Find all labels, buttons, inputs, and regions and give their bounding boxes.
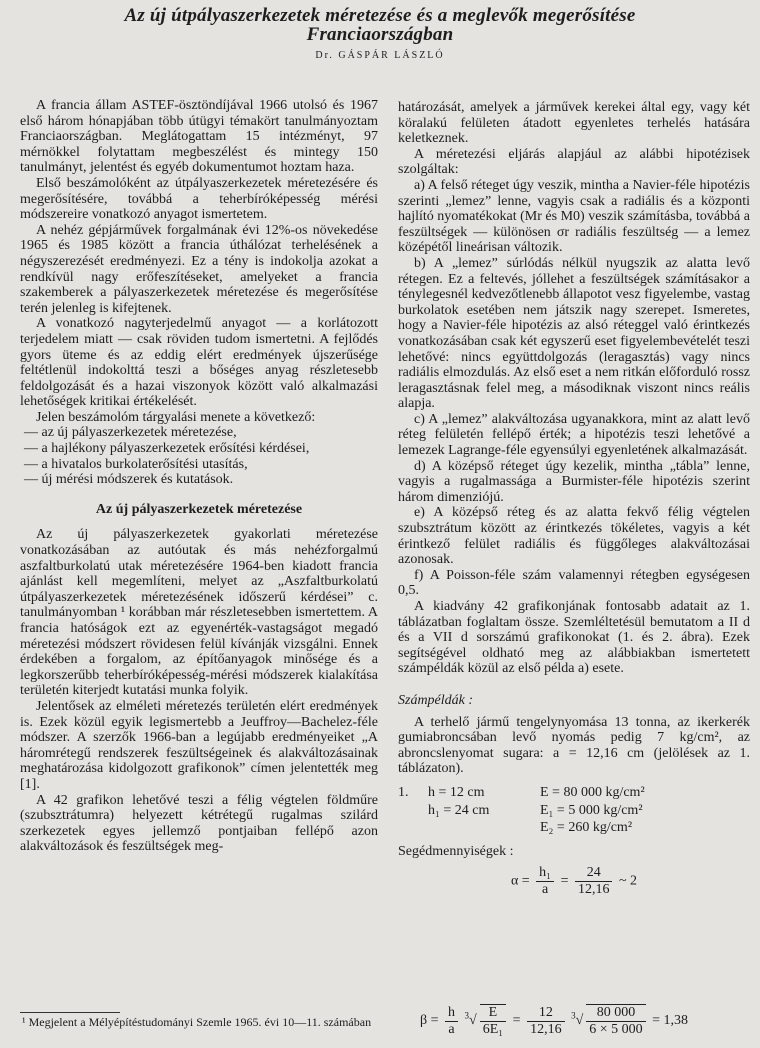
fraction — [527, 1005, 565, 1038]
value-E2: E₂ = 260 kg/cm² — [540, 820, 633, 836]
alpha-result: ~ 2 — [618, 873, 638, 889]
numerator: h₁ — [536, 865, 554, 882]
list-item: — a hajlékony pályaszerkezetek erősítési kérdései, — [24, 441, 310, 457]
given-values — [398, 785, 750, 836]
fraction — [575, 865, 613, 897]
list-item: — a hivatalos burkolaterősítési utasítás, — [24, 456, 248, 472]
example-number: 1. — [398, 784, 409, 800]
alpha-lhs: α = — [510, 873, 530, 889]
beta-lhs: β = — [420, 1013, 439, 1029]
denominator: 12,16 — [577, 881, 610, 897]
fraction — [586, 1004, 645, 1038]
examples-heading: Számpéldák : — [398, 692, 474, 708]
beta-formula — [420, 1004, 750, 1038]
denominator: 6E₁ — [482, 1022, 504, 1037]
numerator: 80 000 — [586, 1005, 645, 1022]
paragraph: Jelen beszámolóm tárgyalási menete a következő: — [36, 409, 316, 425]
hypothesis-d: d) A középső réteget úgy kezelik, mintha „tábla” lenne, vagyis a rugalmassága a Burmister-féle hipotézis szerint három dimenziójú. — [398, 458, 750, 505]
paragraph: A méretezési eljárás alapjául az alábbi hipotézisek szolgáltak: — [398, 146, 750, 178]
paragraph: Jelentősek az elméleti méretezés területén elért eredmények is. Ezek közül egyik legismertebb a Jeuffroy—Bachelez-féle módszer. A szerzők 1966-ban a legújabb eredményeiket „A háromrétegű rendszerek feszültségeinek és alakváltozásainak meghatározása kidolgozott grafikonok” címen jelentették meg [1]. — [20, 698, 378, 792]
footnote: ¹ Megjelent a Mélyépítéstudományi Szemle 1965. évi 10—11. számában — [22, 1015, 372, 1029]
numerator: 24 — [575, 865, 613, 882]
hypothesis-f: f) A Poisson-féle szám valamennyi rétegben egységesen 0,5. — [398, 567, 750, 599]
value-E1: E₁ = 5 000 kg/cm² — [540, 802, 643, 818]
root-sign-icon: √ — [575, 1013, 584, 1029]
fraction — [445, 1005, 458, 1038]
paragraph: A 42 grafikon lehetővé teszi a félig végtelen földműre (szubsztrátumra) helyezett kétrétegű rugalmas szilárd szerkezetek egyes jellemző pontjaiban fellépő azon alakváltozások és feszültségek meg- — [20, 792, 378, 855]
denominator: a — [448, 1021, 455, 1037]
article-title-line1: Az új útpályaszerkezetek méretezése és a meglevők megerősítése — [124, 5, 636, 26]
article-title-line2: Franciaországban — [306, 24, 454, 45]
equals: = — [560, 873, 569, 889]
right-column — [398, 100, 750, 898]
list-item: — új mérési módszerek és kutatások. — [24, 472, 234, 488]
hypothesis-c: c) A „lemez” alakváltozása ugyanakkora, mint az alatt levő réteg felületén fellépő érték; a hipotézis teszi lehetővé a lemezek Lagrange-féle egyensúlyi egyenletének alkalmazását. — [398, 411, 750, 459]
paragraph: A nehéz gépjárművek forgalmának évi 12%-os növekedése 1965 és 1985 között a francia úthálózat terhelésének a négyszerezését eredményezi. Ez a tény is indokolja azokat a rendkívül nagy erőfeszítéseket, amelyeket a francia szakemberek a pályaszerkezetek méretezése és megerősítése terén jelenleg is kifejtenek. — [20, 222, 378, 316]
section-heading: Az új pályaszerkezetek méretezése — [95, 501, 303, 517]
beta-result: = 1,38 — [652, 1013, 689, 1029]
fraction — [536, 865, 554, 897]
numerator: h — [445, 1005, 458, 1022]
alpha-formula — [398, 865, 750, 897]
value-E: E = 80 000 kg/cm² — [540, 784, 645, 800]
article-header — [0, 6, 760, 61]
numerator: 12 — [527, 1005, 565, 1022]
left-column — [20, 98, 378, 855]
paragraph: határozását, amelyek a járművek kerekei által egy, vagy két köralakú felületen átadott egyenletes terhelés hatására keletkeznek. — [398, 100, 750, 147]
value-h1: h₁ = 24 cm — [428, 802, 490, 818]
fraction — [480, 1004, 506, 1038]
paragraph: A vonatkozó nagyterjedelmű anyagot — a korlátozott terjedelem miatt — csak röviden tudom ismertetni. A fejlődés gyors üteme és az eddig elért eredmények újszerűsége feltétlenül indokolttá teszi a bőséges anyag részletesebb feldolgozását és a hazai viszonyok között való alkalmazási lehetőségek kritikai értékelését. — [20, 316, 378, 410]
hypothesis-a: a) A felső réteget úgy veszik, mintha a Navier-féle hipotézis szerinti „lemez” lenne, vagyis csak a radiális és a központi hajlító nyomatékokat (Mr és M0) veszik számításba, továbbá a feszültségek — különösen σr radiális feszültség — a lemez középétől lineárisan változik. — [398, 177, 750, 256]
paragraph: A terhelő jármű tengelynyomása 13 tonna, az ikerkerék gumiabroncsában levő nyomás pedig 7 kg/cm², az abroncslenyomat sugara: a = 12,16 cm (jelölések az 1. táblázaton). — [398, 714, 750, 777]
root-sign-icon: √ — [469, 1013, 477, 1029]
paragraph: Első beszámolóként az útpályaszerkezetek méretezésére és megerősítésére, továbbá a teherbíróképesség mérési módszereire vonatkozó anyagot ismertetem. — [20, 175, 378, 223]
hypothesis-b: b) A „lemez” súrlódás nélkül nyugszik az alatta levő rétegen. Ez a feltevés, jóllehet a feszültségek számításakor a ténylegesnél kedvezőtlenebb állapotot vesz figyelembe, vastag burkolatok esetében nem játszik nagy szerepet. Ismeretes, hogy a Navier-féle hipotézis az alsó réteggel való érintkezés vonatkozásában csak két egyszerű eset figyelembevételét teszi lehetővé: nincs együttdolgozás (leragasztás) vagy nincs radiális elmozdulás. Az első eset a nem ritkán előforduló rossz leragasztásnak felel meg, a másodiknak viszont nincs reális alapja. — [398, 255, 750, 412]
paragraph: A francia állam ASTEF-ösztöndíjával 1966 utolsó és 1967 első három hónapjában több útügyi témakört tanulmányoztam Franciaországban. Meglátogattam 15 intézményt, 97 mérnökkel folytattam megbeszélést és mintegy 150 tanulmányt, jelentést és egyéb dokumentumot hoztam haza. — [20, 98, 378, 176]
denominator: 12,16 — [530, 1021, 562, 1037]
numerator: E — [480, 1005, 506, 1022]
paragraph: Az új pályaszerkezetek gyakorlati méretezése vonatkozásában az autóutak és más nehézforgalmú aszfaltburkolatú utak méretezésére 1964-ben kiadott francia ajánlást kell megemlíteni, melyet az „Aszfaltburkolatú útpályaszerkezetek méretezésének időszerű kérdései” c. tanulmányomban ¹ korábban már részletesebben ismertettem. A francia hatóságok ezt az egyenérték-vastagságot megadó méretezési módszert rövidesen felül kívánják vizsgálni. Ennek érdekében a forgalom, az építőanyagok minősége és a legkorszerűbb teherbíróképesség-mérési módszerek kialakítása területén kiterjedt kutatási munka folyik. — [20, 527, 378, 699]
paragraph: A kiadvány 42 grafikonjának fontosabb adatait az 1. táblázatban foglaltam össze. Szemléltetésül bemutatom a II d és a VII d sorszámú grafikonokat (1. és 2. ábra). Ezek segítségével oldható meg az alábbiakban ismertetett számpéldák közül az első példa a) esete. — [398, 599, 750, 677]
denominator: 6 × 5 000 — [589, 1022, 643, 1037]
denominator: a — [542, 881, 549, 897]
footnote-divider — [20, 1012, 120, 1013]
value-h: h = 12 cm — [428, 784, 485, 800]
list-item: — az új pályaszerkezetek méretezése, — [24, 425, 237, 441]
hypothesis-e: e) A középső réteg és az alatta fekvő félig végtelen szubsztrátum között az érintkezés tökéletes, vagyis a két érintkező felület radiális és függőleges alakváltozásai azonosak. — [398, 505, 750, 568]
equals: = — [512, 1013, 521, 1029]
aux-heading: Segédmennyiségek : — [398, 843, 514, 859]
author-name: Dr. GÁSPÁR LÁSZLÓ — [315, 50, 445, 61]
root-index: 3 — [571, 1010, 576, 1021]
root-index: 3 — [464, 1010, 470, 1021]
